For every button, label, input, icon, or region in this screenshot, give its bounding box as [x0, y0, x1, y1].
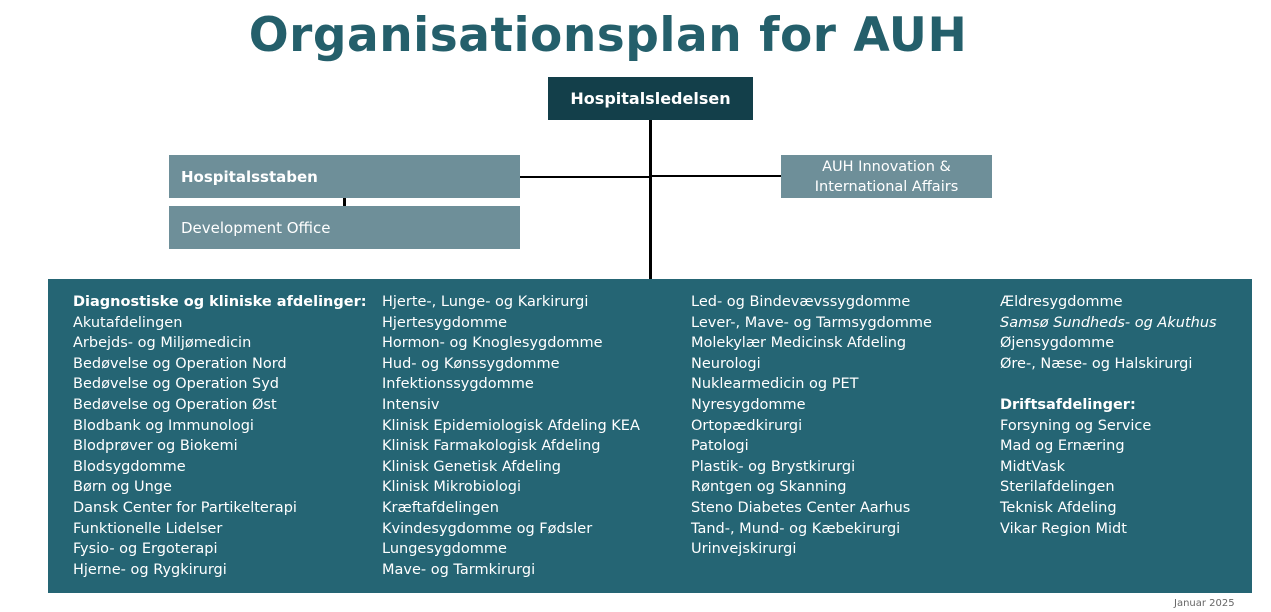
department-item: Børn og Unge — [73, 479, 172, 496]
department-item: Bedøvelse og Operation Syd — [73, 376, 280, 393]
connector-staff-devoffice — [343, 198, 346, 206]
page-title: Organisationsplan for AUH — [248, 8, 968, 63]
department-item: Blodprøver og Biokemi — [73, 438, 238, 455]
department-item: Nuklearmedicin og PET — [691, 376, 859, 393]
department-item: Ortopædkirurgi — [691, 417, 803, 434]
department-item: Led- og Bindevævssygdomme — [691, 294, 911, 310]
department-item: Lever-, Mave- og Tarmsygdomme — [691, 314, 932, 331]
department-item: Forsyning og Service — [1000, 417, 1152, 434]
departments-column-1 — [73, 292, 367, 580]
section-heading: Diagnostiske og kliniske afdelinger: — [73, 294, 367, 310]
department-item: Molekylær Medicinsk Afdeling — [691, 335, 907, 352]
department-item: Kræftafdelingen — [382, 499, 499, 516]
department-item: Dansk Center for Partikelterapi — [73, 499, 297, 516]
department-item: Bedøvelse og Operation Nord — [73, 355, 287, 372]
connector-staff-horizontal — [520, 176, 650, 178]
department-item: Ældresygdomme — [1000, 294, 1123, 310]
staff-box: Hospitalsstaben — [169, 155, 520, 198]
department-item: Øre-, Næse- og Halskirurgi — [1000, 355, 1193, 372]
leadership-box: Hospitalsledelsen — [548, 77, 753, 120]
department-item: Kvindesygdomme og Fødsler — [382, 520, 593, 537]
department-item: Mave- og Tarmkirurgi — [382, 561, 536, 578]
department-item: Samsø Sundheds- og Akuthus — [1000, 314, 1217, 331]
department-item: MidtVask — [1000, 458, 1066, 475]
department-item: Hjerte-, Lunge- og Karkirurgi — [382, 294, 589, 310]
department-item: Akutafdelingen — [73, 314, 183, 331]
section-heading: Driftsafdelinger: — [1000, 396, 1136, 413]
department-item: Vikar Region Midt — [1000, 520, 1127, 537]
development-office-box: Development Office — [169, 206, 520, 249]
department-item: Klinisk Epidemiologisk Afdeling KEA — [382, 417, 640, 434]
department-item: Bedøvelse og Operation Øst — [73, 396, 277, 413]
innovation-label: AUH Innovation & International Affairs — [814, 158, 959, 195]
department-item: Blodsygdomme — [73, 458, 186, 475]
connector-innovation-horizontal — [651, 175, 781, 177]
footer-date: Januar 2025 — [1174, 598, 1235, 609]
department-item: Funktionelle Lidelser — [73, 520, 223, 537]
department-item: Arbejds- og Miljømedicin — [73, 335, 252, 352]
department-item: Mad og Ernæring — [1000, 438, 1125, 455]
spacer — [1000, 374, 1217, 395]
department-item: Neurologi — [691, 355, 761, 372]
department-item: Øjensygdomme — [1000, 335, 1115, 352]
department-item: Hjerne- og Rygkirurgi — [73, 561, 227, 578]
department-item: Klinisk Genetisk Afdeling — [382, 458, 561, 475]
department-item: Plastik- og Brystkirurgi — [691, 458, 856, 475]
department-item: Intensiv — [382, 396, 440, 413]
department-item: Urinvejskirurgi — [691, 541, 797, 558]
department-item: Hud- og Kønssygdomme — [382, 355, 560, 372]
departments-column-3 — [691, 292, 932, 560]
department-item: Blodbank og Immunologi — [73, 417, 254, 434]
department-item: Steno Diabetes Center Aarhus — [691, 499, 911, 516]
departments-column-2 — [382, 292, 640, 580]
innovation-box — [781, 155, 992, 198]
department-item: Nyresygdomme — [691, 396, 806, 413]
department-item: Klinisk Mikrobiologi — [382, 479, 522, 496]
department-item: Røntgen og Skanning — [691, 479, 847, 496]
department-item: Patologi — [691, 438, 749, 455]
department-item: Sterilafdelingen — [1000, 479, 1115, 496]
departments-column-4 — [1000, 292, 1217, 539]
departments-panel — [48, 279, 1252, 593]
department-item: Infektionssygdomme — [382, 376, 534, 393]
department-item: Hjertesygdomme — [382, 314, 508, 331]
department-item: Fysio- og Ergoterapi — [73, 541, 218, 558]
department-item: Tand-, Mund- og Kæbekirurgi — [691, 520, 901, 537]
department-item: Teknisk Afdeling — [1000, 499, 1117, 516]
department-item: Hormon- og Knoglesygdomme — [382, 335, 603, 352]
connector-leader-vertical — [649, 120, 652, 279]
department-item: Klinisk Farmakologisk Afdeling — [382, 438, 601, 455]
department-item: Lungesygdomme — [382, 541, 507, 558]
